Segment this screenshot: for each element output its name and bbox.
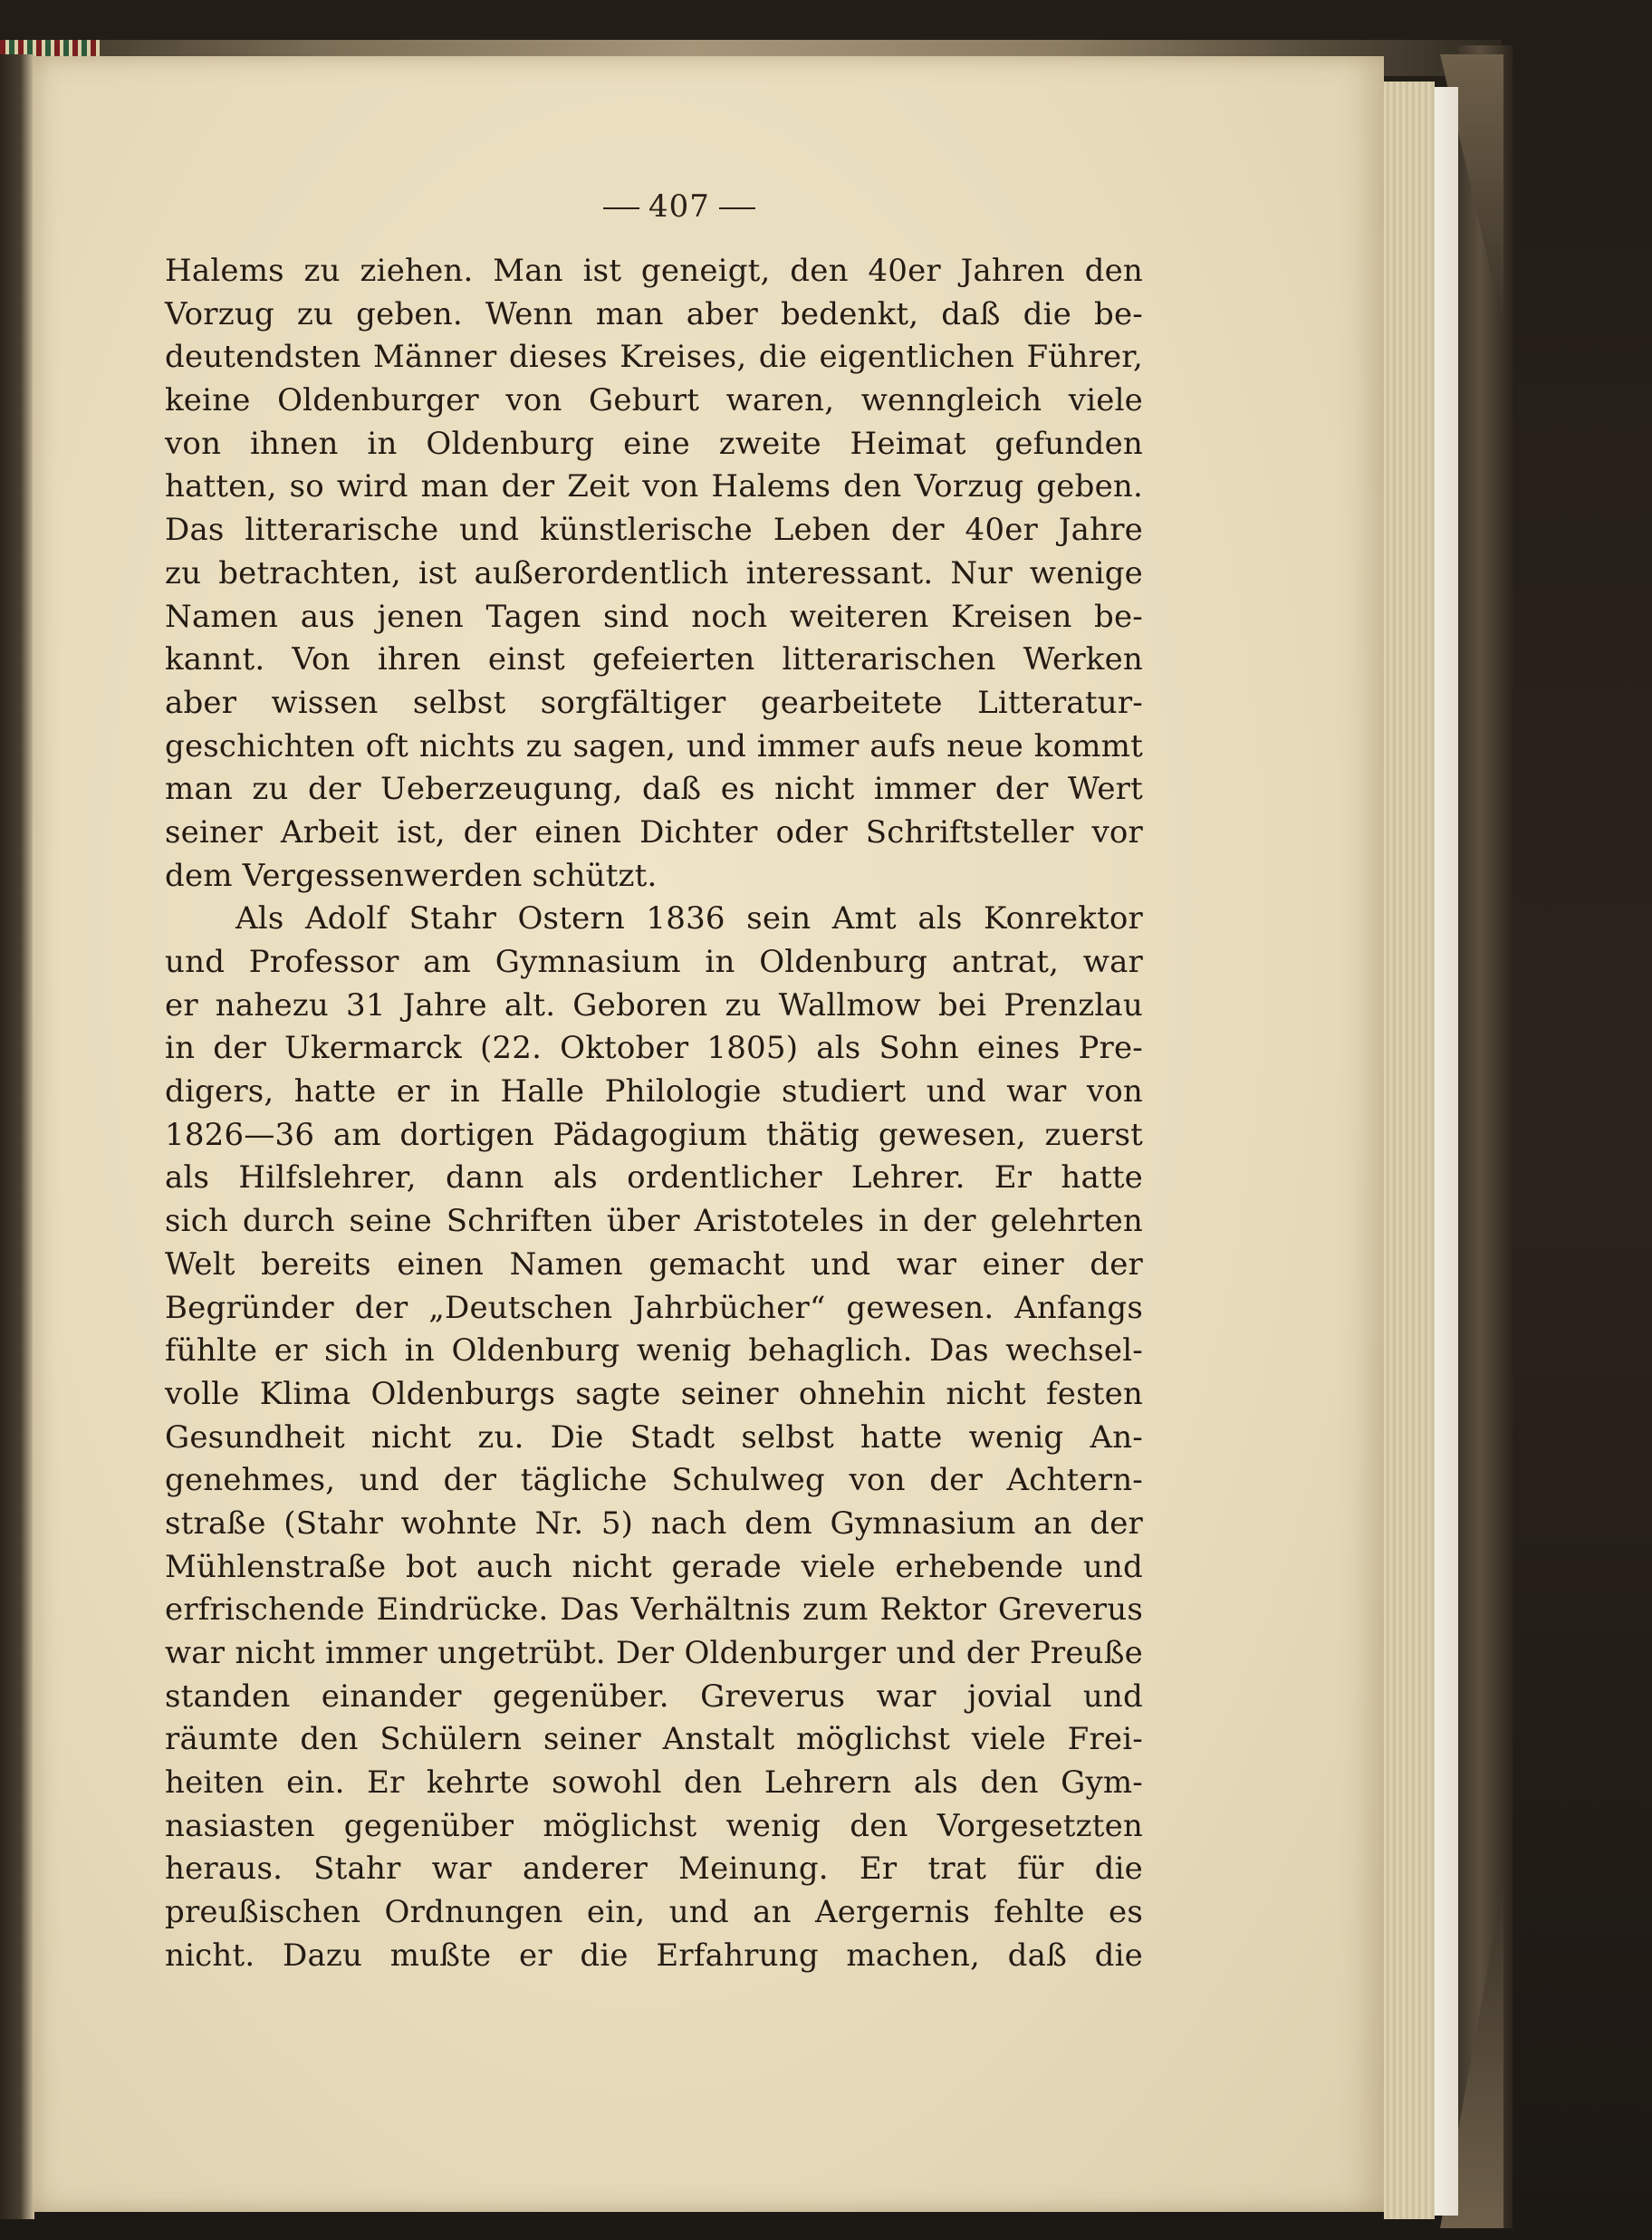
text-line: geschichten oft nichts zu sagen, und immer aufs neue kommt bbox=[165, 727, 1143, 764]
text-line: seiner Arbeit ist, der einen Dichter oder Schriftsteller vor bbox=[165, 813, 1143, 851]
body-text bbox=[165, 250, 1143, 1978]
text-line: Begründer der „Deutschen Jahrbücher“ gewesen. Anfangs bbox=[165, 1289, 1143, 1326]
text-line: man zu der Ueberzeugung, daß es nicht immer der Wert bbox=[165, 771, 1143, 808]
text-line: hatten, so wird man der Zeit von Halems den Vorzug geben. bbox=[165, 468, 1143, 505]
page-number-value: 407 bbox=[648, 188, 710, 225]
text-line: digers, hatte er in Halle Philologie studiert und war von bbox=[165, 1073, 1143, 1110]
page-number-dash-right bbox=[719, 207, 755, 209]
text-line: sich durch seine Schriften über Aristoteles in der gelehrten bbox=[165, 1203, 1143, 1240]
text-line: von ihnen in Oldenburg eine zweite Heimat gefunden bbox=[165, 425, 1143, 462]
text-line: volle Klima Oldenburgs sagte seiner ohnehin nicht festen bbox=[165, 1375, 1143, 1412]
text-line: nasiasten gegenüber möglichst wenig den Vorgesetzten bbox=[165, 1807, 1143, 1844]
endsheet bbox=[1435, 87, 1458, 2216]
text-line: preußischen Ordnungen ein, und an Aergernis fehlte es bbox=[165, 1894, 1143, 1931]
text-line: heraus. Stahr war anderer Meinung. Er trat für die bbox=[165, 1851, 1143, 1888]
text-line: aber wissen selbst sorgfältiger gearbeitete Litteratur- bbox=[165, 684, 1143, 721]
text-line: genehmes, und der tägliche Schulweg von der Achtern- bbox=[165, 1462, 1143, 1499]
text-line: in der Ukermarck (22. Oktober 1805) als Sohn eines Pre- bbox=[165, 1030, 1143, 1067]
page-number-dash-left bbox=[603, 207, 639, 209]
text-line: war nicht immer ungetrübt. Der Oldenburger und der Preuße bbox=[165, 1635, 1143, 1671]
text-line: fühlte er sich in Oldenburg wenig behaglich. Das wechsel- bbox=[165, 1332, 1143, 1370]
book-spine-gutter bbox=[0, 54, 34, 2219]
text-line: und Professor am Gymnasium in Oldenburg antrat, war bbox=[165, 944, 1143, 980]
text-line: 1826—36 am dortigen Pädagogium thätig gewesen, zuerst bbox=[165, 1116, 1143, 1153]
text-line: Als Adolf Stahr Ostern 1836 sein Amt als Konrektor bbox=[235, 900, 1143, 937]
text-line: heiten ein. Er kehrte sowohl den Lehrern als den Gym- bbox=[165, 1764, 1143, 1802]
text-line: kannt. Von ihren einst gefeierten litterarischen Werken bbox=[165, 641, 1143, 678]
text-line: straße (Stahr wohnte Nr. 5) nach dem Gymnasium an der bbox=[165, 1505, 1143, 1542]
text-line: Mühlenstraße bot auch nicht gerade viele erhebende und bbox=[165, 1548, 1143, 1585]
text-line: keine Oldenburger von Geburt waren, wenngleich viele bbox=[165, 382, 1143, 419]
text-line: Das litterarische und künstlerische Leben der 40er Jahre bbox=[165, 512, 1143, 549]
text-line: Gesundheit nicht zu. Die Stadt selbst hatte wenig An- bbox=[165, 1418, 1143, 1456]
text-line: zu betrachten, ist außerordentlich interessant. Nur wenige bbox=[165, 554, 1143, 591]
text-line: Namen aus jenen Tagen sind noch weiteren Kreisen be- bbox=[165, 598, 1143, 635]
text-line: räumte den Schülern seiner Anstalt möglichst viele Frei- bbox=[165, 1721, 1143, 1758]
text-line: Welt bereits einen Namen gemacht und war einer der bbox=[165, 1245, 1143, 1283]
text-line: deutendsten Männer dieses Kreises, die eigentlichen Führer, bbox=[165, 339, 1143, 376]
text-line: er nahezu 31 Jahre alt. Geboren zu Wallmow bei Prenzlau bbox=[165, 986, 1143, 1024]
text-line: als Hilfslehrer, dann als ordentlicher Lehrer. Er hatte bbox=[165, 1159, 1143, 1197]
text-line: Vorzug zu geben. Wenn man aber bedenkt, daß die be- bbox=[165, 295, 1143, 332]
page-number bbox=[543, 188, 815, 225]
text-line: erfrischende Eindrücke. Das Verhältnis zum Rektor Greverus bbox=[165, 1591, 1143, 1629]
text-line: Halems zu ziehen. Man ist geneigt, den 40er Jahren den bbox=[165, 253, 1143, 289]
text-line: standen einander gegenüber. Greverus war jovial und bbox=[165, 1678, 1143, 1715]
book-back-board bbox=[1458, 45, 1513, 2228]
text-line: dem Vergessenwerden schützt. bbox=[165, 857, 658, 894]
text-line: nicht. Dazu mußte er die Erfahrung machen, daß die bbox=[165, 1937, 1143, 1974]
page-edges bbox=[1384, 82, 1435, 2219]
